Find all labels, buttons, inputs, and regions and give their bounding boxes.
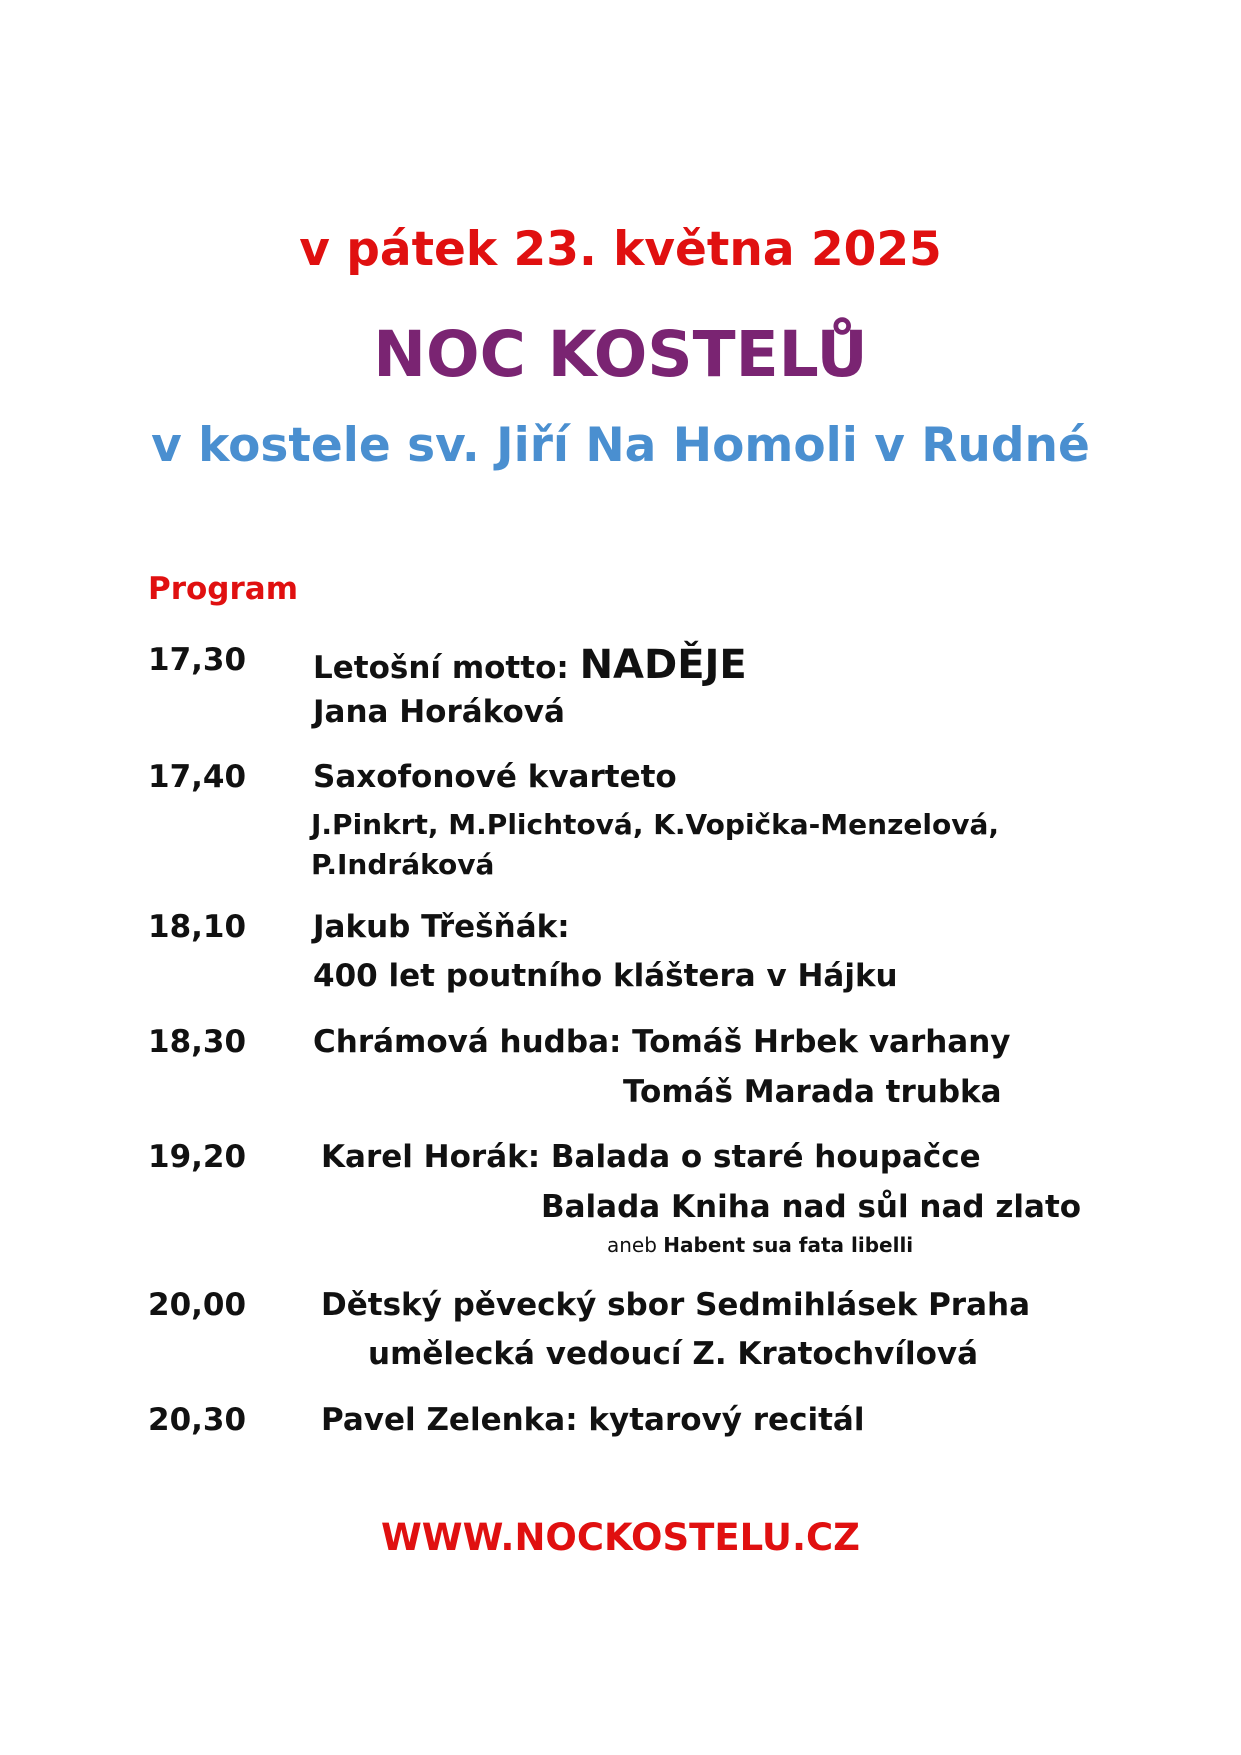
program-title: Pavel Zelenka: kytarový recitál [321,1402,865,1438]
program-time: 18,10 [148,909,247,945]
program-performers: J.Pinkrt, M.Plichtová, K.Vopička-Menzelová, [311,808,999,841]
program-speaker: Jakub Třešňák: [313,909,570,945]
event-title: NOC KOSTELŮ [373,318,868,391]
program-title: Dětský pěvecký sbor Sedmihlásek Praha [321,1287,1030,1323]
program-performer: umělecká vedoucí Z. Kratochvílová [368,1336,979,1372]
program-title: Saxofonové kvarteto [313,759,677,795]
program-time: 17,30 [148,642,247,678]
program-subtitle: Balada Kniha nad sůl nad zlato [541,1189,1082,1225]
program-time: 18,30 [148,1024,247,1060]
program-performer: Jana Horáková [313,694,565,730]
motto-word: NADĚJE [579,642,747,688]
program-note [607,1233,913,1257]
program-time: 20,30 [148,1402,247,1438]
program-heading: Program [148,571,299,607]
program-title: Chrámová hudba: Tomáš Hrbek varhany [313,1024,1011,1060]
program-time: 20,00 [148,1287,247,1323]
program-title: Karel Horák: Balada o staré houpačce [321,1139,981,1175]
program-motto [313,642,747,688]
program-topic: 400 let poutního kláštera v Hájku [313,958,898,994]
motto-label: Letošní motto: [313,650,580,686]
event-venue: v kostele sv. Jiří Na Homoli v Rudné [151,418,1090,473]
program-performers-cont: P.Indráková [311,848,495,881]
note-latin: Habent sua fata libelli [663,1233,914,1257]
program-performer: Tomáš Marada trubka [623,1074,1002,1110]
program-time: 17,40 [148,759,247,795]
website-url: WWW.NOCKOSTELU.CZ [380,1516,860,1559]
event-date: v pátek 23. května 2025 [299,222,942,277]
program-time: 19,20 [148,1139,247,1175]
note-prefix: aneb [607,1233,664,1257]
